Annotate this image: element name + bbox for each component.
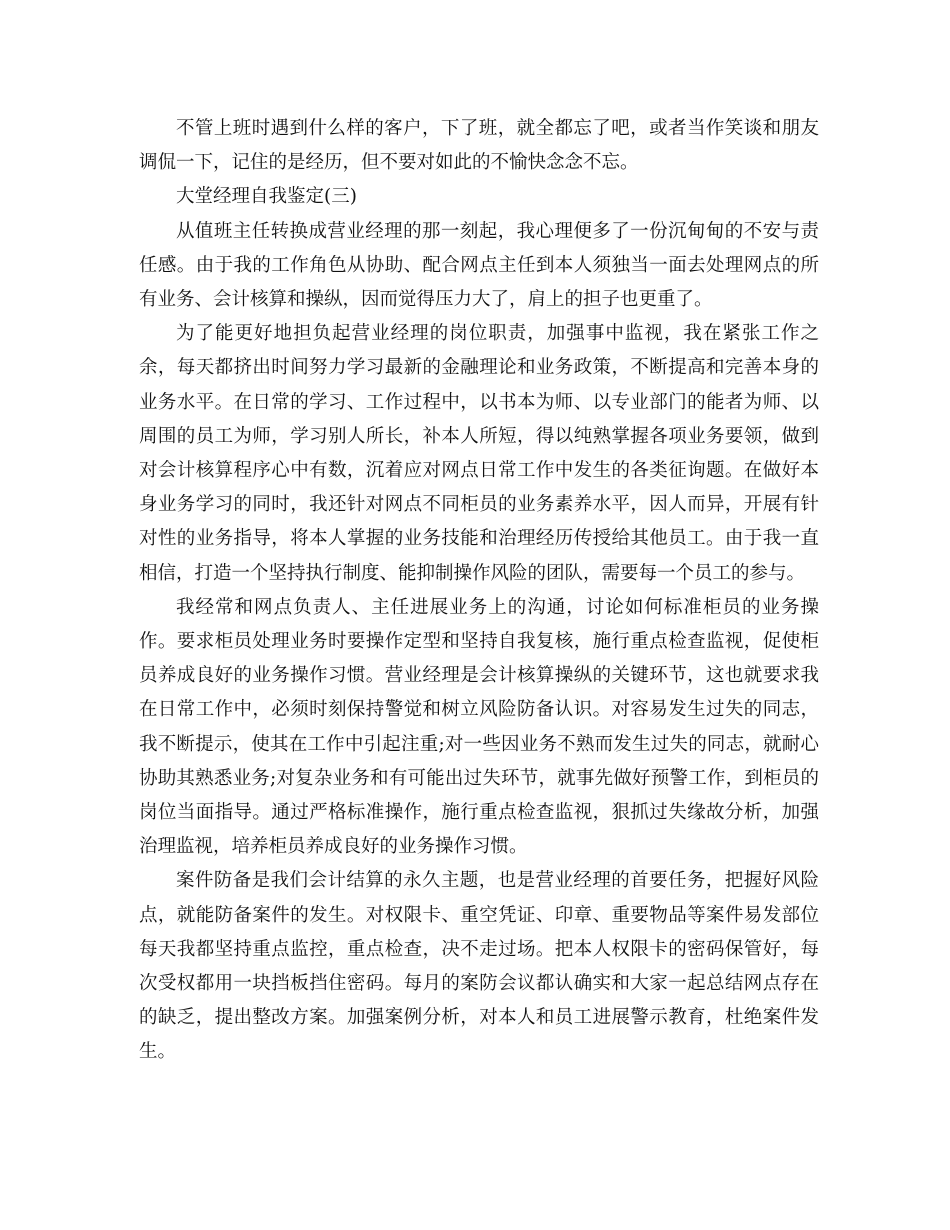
paragraph-5: 案件防备是我们会计结算的永久主题，也是营业经理的首要任务，把握好风险点，就能防备案件的发生。对权限卡、重空凭证、印章、重要物品等案件易发部位每天我都坚持重点监控，重点检查，决不走过场。把本人权限卡的密码保管好，每次受权都用一块挡板挡住密码。每月的案防会议都认确实和大家一起总结网点存在的缺乏，提出整改方案。加强案例分析，对本人和员工进展警示教育，杜绝案件发生。 bbox=[139, 870, 819, 1063]
paragraph-2: 从值班主任转换成营业经理的那一刻起，我心理便多了一份沉甸甸的不安与责任感。由于我的工作角色从协助、配合网点主任到本人须独当一面去处理网点的所有业务、会计核算和操纵，因而觉得压力大了，肩上的担子也更重了。 bbox=[139, 220, 819, 311]
paragraph-4: 我经常和网点负责人、主任进展业务上的沟通，讨论如何标准柜员的业务操作。要求柜员处理业务时要操作定型和坚持自我复核，施行重点检查监视，促使柜员养成良好的业务操作习惯。营业经理是会计核算操纵的关键环节，这也就要求我在日常工作中，必须时刻保持警觉和树立风险防备认识。对容易发生过失的同志，我不断提示，使其在工作中引起注重;对一些因业务不熟而发生过失的同志，就耐心协助其熟悉业务;对复杂业务和有可能出过失环节，就事先做好预警工作，到柜员的岗位当面指导。通过严格标准操作，施行重点检查监视，狠抓过失缘故分析，加强治理监视，培养柜员养成良好的业务操作习惯。 bbox=[139, 596, 819, 858]
paragraph-3: 为了能更好地担负起营业经理的岗位职责，加强事中监视，我在紧张工作之余，每天都挤出时间努力学习最新的金融理论和业务政策，不断提高和完善本身的业务水平。在日常的学习、工作过程中，以书本为师、以专业部门的能者为师、以周围的员工为师，学习别人所长，补本人所短，得以纯熟掌握各项业务要领，做到对会计核算程序心中有数，沉着应对网点日常工作中发生的各类征询题。在做好本身业务学习的同时，我还针对网点不同柜员的业务素养水平，因人而异，开展有针对性的业务指导，将本人掌握的业务技能和治理经历传授给其他员工。由于我一直相信，打造一个坚持执行制度、能抑制操作风险的团队，需要每一个员工的参与。 bbox=[139, 323, 819, 584]
document-body bbox=[139, 112, 819, 1070]
section-heading: 大堂经理自我鉴定(三) bbox=[176, 186, 357, 208]
paragraph-1: 不管上班时遇到什么样的客户，下了班，就全都忘了吧，或者当作笑谈和朋友调侃一下，记住的是经历，但不要对如此的不愉快念念不忘。 bbox=[139, 118, 819, 174]
